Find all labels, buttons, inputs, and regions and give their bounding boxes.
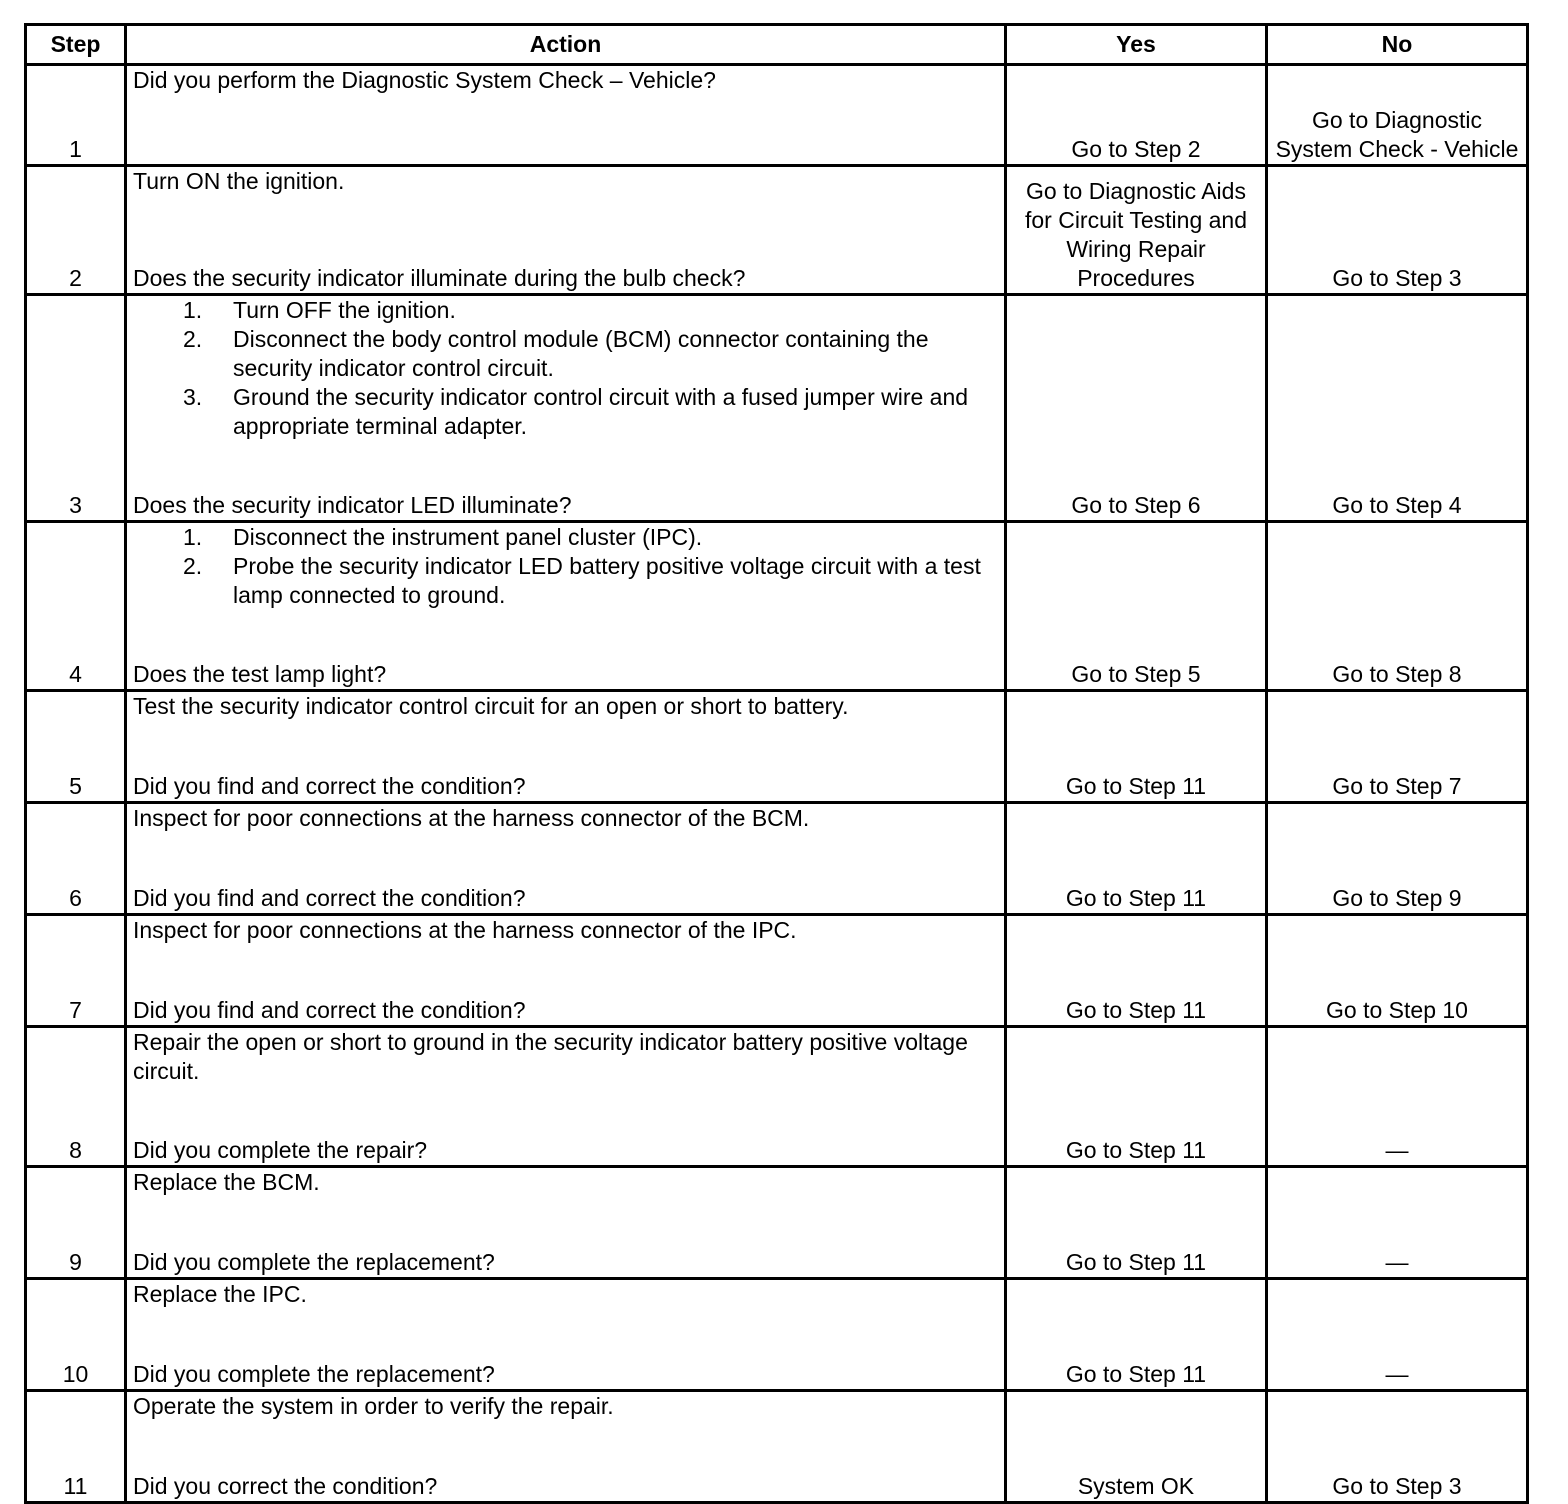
yes-result: Go to Step 11 bbox=[1006, 1279, 1267, 1391]
action-question: Did you find and correct the condition? bbox=[133, 997, 526, 1023]
action-question: Did you complete the replacement? bbox=[133, 1249, 495, 1275]
action-content bbox=[133, 1280, 998, 1389]
action-instructions bbox=[133, 66, 998, 95]
step-number: 11 bbox=[26, 1391, 126, 1503]
table-row bbox=[26, 166, 1528, 295]
diagnostic-table bbox=[24, 23, 1529, 1504]
substep-text: Probe the security indicator LED battery positive voltage circuit with a test lamp connected to ground. bbox=[233, 553, 981, 608]
no-result: — bbox=[1267, 1027, 1528, 1167]
action-cell bbox=[126, 803, 1006, 915]
action-cell bbox=[126, 65, 1006, 166]
table-row bbox=[26, 691, 1528, 803]
step-number: 3 bbox=[26, 295, 126, 522]
action-content bbox=[133, 1028, 998, 1165]
step-number: 2 bbox=[26, 166, 126, 295]
action-content bbox=[133, 523, 998, 689]
action-instructions bbox=[133, 523, 998, 610]
header-step: Step bbox=[26, 25, 126, 65]
action-text: Did you perform the Diagnostic System Check – Vehicle? bbox=[133, 67, 716, 93]
substep-item bbox=[183, 325, 998, 383]
table-row bbox=[26, 295, 1528, 522]
substep-list bbox=[133, 296, 998, 441]
header-yes: Yes bbox=[1006, 25, 1267, 65]
action-text: Replace the BCM. bbox=[133, 1169, 320, 1195]
no-result: — bbox=[1267, 1167, 1528, 1279]
substep-item bbox=[183, 523, 998, 552]
action-question: Did you complete the repair? bbox=[133, 1137, 428, 1163]
no-result: Go to Step 3 bbox=[1267, 1391, 1528, 1503]
no-result: Go to Step 7 bbox=[1267, 691, 1528, 803]
no-result: Go to Diagnostic System Check - Vehicle bbox=[1267, 65, 1528, 166]
yes-result: Go to Step 5 bbox=[1006, 522, 1267, 691]
substep-number: 2. bbox=[183, 326, 203, 352]
table-row bbox=[26, 1167, 1528, 1279]
action-content bbox=[133, 1392, 998, 1501]
action-cell bbox=[126, 1391, 1006, 1503]
yes-result: Go to Step 11 bbox=[1006, 915, 1267, 1027]
table-row bbox=[26, 1279, 1528, 1391]
action-instructions bbox=[133, 916, 998, 945]
yes-result: Go to Step 11 bbox=[1006, 1167, 1267, 1279]
step-number: 8 bbox=[26, 1027, 126, 1167]
step-number: 1 bbox=[26, 65, 126, 166]
action-question: Did you find and correct the condition? bbox=[133, 773, 526, 799]
action-instructions bbox=[133, 1028, 998, 1086]
substep-number: 1. bbox=[183, 297, 203, 323]
substep-number: 1. bbox=[183, 524, 203, 550]
action-text: Repair the open or short to ground in the security indicator battery positive voltage circuit. bbox=[133, 1029, 968, 1084]
action-cell bbox=[126, 295, 1006, 522]
action-content bbox=[133, 916, 998, 1025]
action-instructions bbox=[133, 167, 998, 196]
no-result: Go to Step 4 bbox=[1267, 295, 1528, 522]
action-question: Did you correct the condition? bbox=[133, 1473, 438, 1499]
substep-item bbox=[183, 552, 998, 610]
action-content bbox=[133, 66, 998, 164]
substep-text: Ground the security indicator control circuit with a fused jumper wire and appropriate terminal adapter. bbox=[233, 384, 969, 439]
action-cell bbox=[126, 1027, 1006, 1167]
action-cell bbox=[126, 1167, 1006, 1279]
table-row bbox=[26, 522, 1528, 691]
step-number: 5 bbox=[26, 691, 126, 803]
no-result: Go to Step 10 bbox=[1267, 915, 1528, 1027]
action-instructions bbox=[133, 296, 998, 441]
substep-item bbox=[183, 383, 998, 441]
action-question: Does the security indicator illuminate during the bulb check? bbox=[133, 265, 746, 291]
action-instructions bbox=[133, 1168, 998, 1197]
yes-result: Go to Step 11 bbox=[1006, 691, 1267, 803]
table-row bbox=[26, 65, 1528, 166]
yes-result: Go to Step 6 bbox=[1006, 295, 1267, 522]
step-number: 7 bbox=[26, 915, 126, 1027]
yes-result: Go to Step 11 bbox=[1006, 803, 1267, 915]
no-result: — bbox=[1267, 1279, 1528, 1391]
action-text: Replace the IPC. bbox=[133, 1281, 307, 1307]
substep-text: Disconnect the instrument panel cluster (IPC). bbox=[233, 524, 703, 550]
step-number: 6 bbox=[26, 803, 126, 915]
action-cell bbox=[126, 691, 1006, 803]
action-content bbox=[133, 692, 998, 801]
action-cell bbox=[126, 166, 1006, 295]
action-instructions bbox=[133, 692, 998, 721]
action-text: Operate the system in order to verify the repair. bbox=[133, 1393, 614, 1419]
action-content bbox=[133, 296, 998, 520]
action-text: Inspect for poor connections at the harness connector of the IPC. bbox=[133, 917, 797, 943]
action-content bbox=[133, 804, 998, 913]
table-body bbox=[26, 65, 1528, 1503]
action-content bbox=[133, 167, 998, 293]
action-text: Test the security indicator control circuit for an open or short to battery. bbox=[133, 693, 849, 719]
yes-result: System OK bbox=[1006, 1391, 1267, 1503]
action-question: Did you complete the replacement? bbox=[133, 1361, 495, 1387]
header-action: Action bbox=[126, 25, 1006, 65]
action-question: Does the security indicator LED illuminate? bbox=[133, 492, 572, 518]
action-cell bbox=[126, 1279, 1006, 1391]
substep-text: Disconnect the body control module (BCM) connector containing the security indicator control circuit. bbox=[233, 326, 929, 381]
substep-number: 2. bbox=[183, 553, 203, 579]
action-text: Turn ON the ignition. bbox=[133, 168, 345, 194]
table-row bbox=[26, 803, 1528, 915]
step-number: 9 bbox=[26, 1167, 126, 1279]
action-content bbox=[133, 1168, 998, 1277]
header-no: No bbox=[1267, 25, 1528, 65]
substep-number: 3. bbox=[183, 384, 203, 410]
substep-item bbox=[183, 296, 998, 325]
action-instructions bbox=[133, 1280, 998, 1309]
action-cell bbox=[126, 522, 1006, 691]
step-number: 10 bbox=[26, 1279, 126, 1391]
table-row bbox=[26, 1027, 1528, 1167]
step-number: 4 bbox=[26, 522, 126, 691]
yes-result: Go to Step 11 bbox=[1006, 1027, 1267, 1167]
action-instructions bbox=[133, 1392, 998, 1421]
action-question: Did you find and correct the condition? bbox=[133, 885, 526, 911]
action-instructions bbox=[133, 804, 998, 833]
header-row bbox=[26, 25, 1528, 65]
no-result: Go to Step 8 bbox=[1267, 522, 1528, 691]
no-result: Go to Step 3 bbox=[1267, 166, 1528, 295]
yes-result: Go to Diagnostic Aids for Circuit Testing and Wiring Repair Procedures bbox=[1006, 166, 1267, 295]
no-result: Go to Step 9 bbox=[1267, 803, 1528, 915]
action-text: Inspect for poor connections at the harness connector of the BCM. bbox=[133, 805, 810, 831]
table-row bbox=[26, 915, 1528, 1027]
substep-text: Turn OFF the ignition. bbox=[233, 297, 456, 323]
substep-list bbox=[133, 523, 998, 610]
yes-result: Go to Step 2 bbox=[1006, 65, 1267, 166]
action-cell bbox=[126, 915, 1006, 1027]
table-row bbox=[26, 1391, 1528, 1503]
action-question: Does the test lamp light? bbox=[133, 661, 387, 687]
